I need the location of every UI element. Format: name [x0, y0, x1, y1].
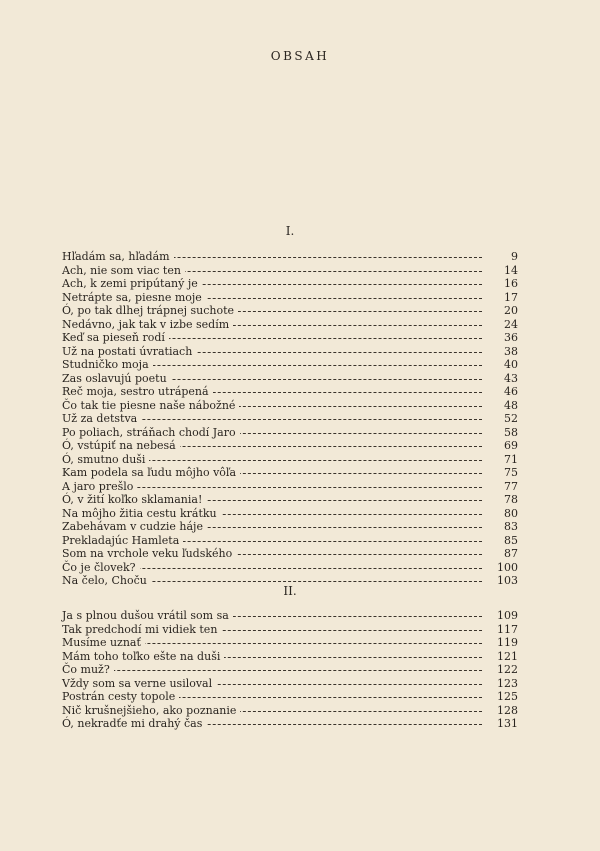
toc-entry	[62, 385, 518, 399]
toc-entry-title: Nič krušnejšieho, ako poznanie	[62, 704, 240, 718]
toc-entry	[62, 520, 518, 534]
toc-entry-page: 75	[484, 466, 518, 480]
toc-entry-title: A jaro prešlo	[62, 480, 137, 494]
toc-entry-page: 100	[484, 561, 518, 575]
toc-entry-title: Prekladajúc Hamleta	[62, 534, 183, 548]
toc-entry	[62, 636, 518, 650]
section-heading-1: I.	[285, 224, 295, 238]
toc-entry-page: 52	[484, 412, 518, 426]
toc-entry-page: 36	[484, 331, 518, 345]
toc-entry	[62, 507, 518, 521]
toc-entry-page: 77	[484, 480, 518, 494]
toc-entry-title: Mám toho toľko ešte na duši	[62, 650, 224, 664]
toc-entry-page: 40	[484, 358, 518, 372]
toc-entry	[62, 264, 518, 278]
toc-entry-title: Čo je človek?	[62, 561, 140, 575]
toc-entry-title: Zas oslavujú poetu	[62, 372, 171, 386]
toc-entry-title: Ja s plnou dušou vrátil som sa	[62, 609, 233, 623]
toc-entry-page: 125	[484, 690, 518, 704]
toc-entry-title: Tak predchodí mi vidiek ten	[62, 623, 221, 637]
toc-entry-title: Čo tak tie piesne naše nábožné	[62, 399, 239, 413]
toc-entry-title: Už za detstva	[62, 412, 141, 426]
toc-entry-page: 48	[484, 399, 518, 413]
toc-entry-title: Musíme uznať	[62, 636, 145, 650]
toc-entry-title: Netrápte sa, piesne moje	[62, 291, 206, 305]
toc-entry	[62, 345, 518, 359]
toc-entry-title: Čo muž?	[62, 663, 114, 677]
toc-entry	[62, 663, 518, 677]
toc-entry	[62, 439, 518, 453]
toc-entry-title: Studničko moja	[62, 358, 153, 372]
toc-entry-title: Už na postati úvratiach	[62, 345, 196, 359]
toc-entry-page: 24	[484, 318, 518, 332]
toc-entry	[62, 493, 518, 507]
toc-entry	[62, 534, 518, 548]
toc-entry-page: 17	[484, 291, 518, 305]
toc-entry-page: 122	[484, 663, 518, 677]
toc-entry-page: 58	[484, 426, 518, 440]
leader-dashes	[62, 670, 482, 671]
toc-entry-title: Postrán cesty topole	[62, 690, 179, 704]
toc-entry-page: 85	[484, 534, 518, 548]
toc-entry-page: 16	[484, 277, 518, 291]
toc-entry	[62, 426, 518, 440]
page-title: OBSAH	[270, 49, 330, 63]
toc-entry-page: 14	[484, 264, 518, 278]
toc-entry	[62, 412, 518, 426]
toc-entry	[62, 277, 518, 291]
toc-entry-title: Kam podela sa ľudu môjho vôľa	[62, 466, 240, 480]
toc-entry	[62, 291, 518, 305]
toc-entry-page: 38	[484, 345, 518, 359]
toc-entry-page: 83	[484, 520, 518, 534]
toc-entry	[62, 609, 518, 623]
toc-entry	[62, 717, 518, 731]
toc-entry-title: Vždy som sa verne usiloval	[62, 677, 216, 691]
toc-entry-page: 71	[484, 453, 518, 467]
toc-entry-page: 46	[484, 385, 518, 399]
toc-entry	[62, 547, 518, 561]
toc-entry-title: Som na vrchole veku ľudského	[62, 547, 236, 561]
toc-entry	[62, 650, 518, 664]
toc-entry-page: 121	[484, 650, 518, 664]
toc-entry-title: Hľadám sa, hľadám	[62, 250, 174, 264]
toc-entry	[62, 480, 518, 494]
toc-entry-page: 20	[484, 304, 518, 318]
toc-entry-page: 123	[484, 677, 518, 691]
section-heading-2: II.	[283, 584, 297, 598]
toc-entry-title: Na čelo, Choču	[62, 574, 151, 588]
toc-entry-title: Ó, nekradťe mi drahý čas	[62, 717, 206, 731]
toc-entry	[62, 318, 518, 332]
toc-entry-title: Ó, po tak dlhej trápnej suchote	[62, 304, 238, 318]
toc-entry-title: Ach, k zemi pripútaný je	[62, 277, 202, 291]
toc-entry-page: 78	[484, 493, 518, 507]
toc-entry	[62, 399, 518, 413]
toc-entry	[62, 331, 518, 345]
toc-entry-title: Po poliach, stráňach chodí Jaro	[62, 426, 240, 440]
toc-entry	[62, 250, 518, 264]
toc-entry	[62, 453, 518, 467]
toc-entry-title: Reč moja, sestro utrápená	[62, 385, 213, 399]
toc-entry-title: Nedávno, jak tak v izbe sedím	[62, 318, 233, 332]
toc-section-1	[62, 250, 518, 588]
toc-entry-page: 9	[484, 250, 518, 264]
toc-section-2	[62, 609, 518, 731]
toc-entry	[62, 690, 518, 704]
toc-entry-page: 87	[484, 547, 518, 561]
toc-entry-page: 119	[484, 636, 518, 650]
toc-entry-title: Na môjho žitia cestu krátku	[62, 507, 221, 521]
toc-entry-page: 109	[484, 609, 518, 623]
toc-entry-title: Zabehávam v cudzie háje	[62, 520, 207, 534]
toc-entry	[62, 358, 518, 372]
toc-entry-page: 128	[484, 704, 518, 718]
toc-entry-page: 131	[484, 717, 518, 731]
toc-entry	[62, 561, 518, 575]
toc-entry-title: Ó, v žití koľko sklamania!	[62, 493, 206, 507]
toc-entry	[62, 623, 518, 637]
toc-entry-title: Keď sa pieseň rodí	[62, 331, 169, 345]
toc-entry-page: 43	[484, 372, 518, 386]
toc-entry-title: Ó, vstúpiť na nebesá	[62, 439, 180, 453]
toc-entry	[62, 466, 518, 480]
toc-entry-page: 117	[484, 623, 518, 637]
toc-entry-page: 103	[484, 574, 518, 588]
toc-entry-title: Ach, nie som viac ten	[62, 264, 185, 278]
toc-entry	[62, 372, 518, 386]
toc-entry	[62, 677, 518, 691]
toc-entry	[62, 304, 518, 318]
toc-entry	[62, 704, 518, 718]
toc-entry-title: Ó, smutno duši	[62, 453, 149, 467]
toc-entry-page: 80	[484, 507, 518, 521]
toc-entry-page: 69	[484, 439, 518, 453]
